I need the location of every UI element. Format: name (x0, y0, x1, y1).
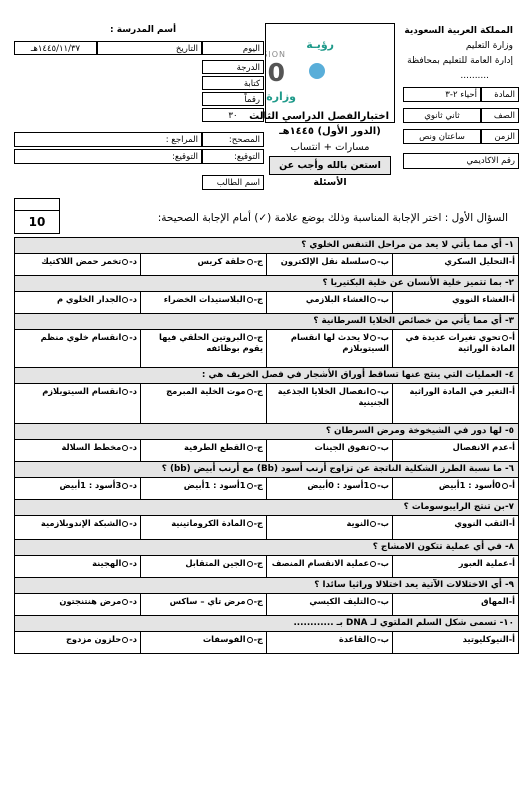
ministry-label: وزارة التعليم (465, 41, 513, 51)
option-b[interactable]: ب-التليف الكيسي (266, 594, 392, 615)
radio-circle-icon (247, 259, 253, 265)
question-text: ٤- العمليات التي ينتج عنها تساقط أوراق الأشجار في فصل الخريف هي : (15, 368, 518, 384)
help-box: استعن بالله وأجب عن الأسئلة (269, 156, 391, 175)
radio-circle-icon (370, 259, 376, 265)
question-text: ٢- بما تتميز خلية الأنسان عن خلية البكتيريا ؟ (15, 276, 518, 292)
question-5 (14, 423, 519, 461)
radio-circle-icon (122, 335, 128, 341)
signature-field-2[interactable] (14, 149, 202, 164)
question-text: ٥- لها دور في الشيخوخة ومرض السرطان ؟ (15, 424, 518, 440)
option-a[interactable]: أ-المهاق (392, 594, 518, 615)
option-a[interactable]: أ-الغشاء النووي (392, 292, 518, 313)
student-name-field[interactable] (202, 175, 264, 190)
radio-circle-icon (122, 297, 128, 303)
grade-score-label: الدرجة (202, 60, 264, 74)
kingdom-label: المملكة العربية السعودية (404, 26, 513, 36)
question-1 (14, 237, 519, 275)
question-4 (14, 367, 519, 423)
total-score: ٣٠ (202, 108, 264, 122)
radio-circle-icon (502, 335, 508, 341)
writing-label: كتابة (202, 76, 264, 90)
option-d[interactable]: د-انقسام السيتوبلازم (42, 386, 137, 396)
option-d[interactable]: د-مخطط السلالة (61, 442, 137, 452)
question-3 (14, 313, 519, 367)
number-label: رقماً (202, 92, 264, 106)
option-d[interactable]: د-الجدار الخلوي م (56, 294, 137, 304)
question-text: ٧-بن تنتج الرايبوسومات ؟ (15, 500, 518, 516)
radio-circle-icon (370, 561, 376, 567)
radio-circle-icon (122, 259, 128, 265)
question-10 (14, 615, 519, 654)
radio-circle-icon (370, 483, 376, 489)
section-score: 10 (14, 210, 60, 234)
student-name-label: اسم الطالب (216, 178, 260, 188)
radio-circle-icon (370, 599, 376, 605)
radio-circle-icon (370, 521, 376, 527)
option-a[interactable]: أ-0أسود : 1أبيض (392, 478, 518, 499)
time-value: ساعتان ونص (403, 129, 481, 144)
signature-field-1[interactable] (202, 149, 264, 164)
exam-header (14, 23, 519, 193)
academic-id-field[interactable] (403, 153, 519, 169)
option-b[interactable]: ب-سلسلة نقل الإلكترون (266, 254, 392, 275)
option-c[interactable]: ج-القطع الطرفية (140, 440, 266, 461)
option-d[interactable]: د-3أسود : 1أبيض (59, 480, 137, 490)
question-text: ١- أي مما يأتي لا يعد من مراحل التنفس الخلوي ؟ (15, 238, 518, 254)
svg-text:وزارة التعليم: وزارة (266, 90, 296, 103)
option-b[interactable]: ب-لا يحدث لها انقسام السيتوبلازم (266, 330, 392, 367)
option-a[interactable]: أ-تحوي تغيرات عديدة في المادة الوراثية (392, 330, 518, 367)
option-d[interactable]: د-حلزون مزدوج (65, 634, 137, 644)
option-b[interactable]: ب-الغشاء البلازمي (266, 292, 392, 313)
radio-circle-icon (122, 521, 128, 527)
question-text: ٣- أي مما يأتي من خصائص الخلايا السرطانية ؟ (15, 314, 518, 330)
option-d[interactable]: د-تخمر حمض اللاكتيك (41, 256, 137, 266)
radio-circle-icon (247, 483, 253, 489)
radio-circle-icon (122, 389, 128, 395)
time-label: الزمن (481, 129, 519, 144)
academic-id-label: رقم الاكاديمي (466, 156, 515, 166)
option-a[interactable]: أ-التغير في المادة الوراثية (392, 384, 518, 423)
option-c[interactable]: ج-الفوسفات (140, 632, 266, 653)
directorate-label: إدارة العامة للتعليم بمحافظة (407, 56, 513, 66)
option-c[interactable]: ج-الجين المتقابل (140, 556, 266, 577)
date-label: التاريخ (175, 44, 198, 54)
option-a[interactable]: أ-التحليل السكري (392, 254, 518, 275)
option-b[interactable]: ب-1أسود : 0أبيض (266, 478, 392, 499)
radio-circle-icon (370, 389, 376, 395)
radio-circle-icon (247, 297, 253, 303)
option-a[interactable]: أ-عدم الانفصال (392, 440, 518, 461)
radio-circle-icon (247, 599, 253, 605)
section-title: السؤال الأول : اختر الإجابة المناسبة وذلك بوضع علامة (✓) أمام الإجابة الصحيحة: (157, 212, 508, 224)
option-a[interactable]: أ-النيوكليوتيد (392, 632, 518, 653)
subject-label: المادة (481, 87, 519, 102)
option-d[interactable]: د-الهجينة (92, 558, 137, 568)
option-a[interactable]: أ-عملية العبور (392, 556, 518, 577)
signature-label-2: التوقيع: (172, 152, 198, 162)
grade-label: الصف (481, 108, 519, 123)
radio-circle-icon (122, 637, 128, 643)
option-b[interactable]: ب-القاعدة (266, 632, 392, 653)
signature-label-1: التوقيع: (234, 152, 260, 162)
question-8 (14, 539, 519, 577)
radio-circle-icon (247, 445, 253, 451)
option-b[interactable]: ب-انفصال الخلايا الجذعية الجنينية (266, 384, 392, 423)
radio-circle-icon (370, 297, 376, 303)
radio-circle-icon (502, 483, 508, 489)
option-c[interactable]: ج-البلاستيدات الخضراء (140, 292, 266, 313)
option-c[interactable]: ج-حلقة كربس (140, 254, 266, 275)
directorate-dots: .......... (460, 71, 489, 81)
exam-title-2: (الدور الأول) ١٤٤٥هـ (279, 126, 381, 137)
radio-circle-icon (247, 521, 253, 527)
radio-circle-icon (247, 389, 253, 395)
option-c[interactable]: ج-موت الخلية المبرمج (140, 384, 266, 423)
option-d[interactable]: د-الشبكة الإندوبلازمية (40, 518, 137, 528)
option-c[interactable]: ج-المادة الكروماتينية (140, 516, 266, 539)
option-c[interactable]: ج-البروتين الحلقي فيها يقوم بوظائفه (140, 330, 266, 367)
svg-text:رؤيـة: رؤيـة (306, 38, 334, 51)
option-d[interactable]: د-مرض هنتنجتون (59, 596, 137, 606)
radio-circle-icon (122, 599, 128, 605)
radio-circle-icon (247, 561, 253, 567)
radio-circle-icon (370, 445, 376, 451)
question-text: ٦- ما نسبة الطرز الشكلية الناتجة عن تزاوج أرنب أسود (Bb) مع أرنب أبيض (bb) ؟ (15, 462, 518, 478)
question-7 (14, 499, 519, 539)
question-text: ٨- في أي عملية تتكون الامشاج ؟ (15, 540, 518, 556)
reviewer-field[interactable] (14, 132, 202, 147)
question-2 (14, 275, 519, 313)
question-text: ١٠- تسمى شكل السلم الملتوي لـ DNA بـ ............ (15, 616, 518, 632)
corrector-label: المصحح: (202, 132, 264, 147)
option-c[interactable]: ج-مرض تاي – ساكس (140, 594, 266, 615)
reviewer-label: المراجع : (165, 135, 198, 145)
option-c[interactable]: ج-1أسود : 1أبيض (140, 478, 266, 499)
radio-circle-icon (122, 483, 128, 489)
radio-circle-icon (370, 637, 376, 643)
score-box-top (14, 198, 60, 210)
radio-circle-icon (122, 445, 128, 451)
school-label: أسم المدرسة : (110, 25, 177, 35)
date-value: ١٤٤٥/١١/٣٧هـ (14, 41, 97, 55)
option-d[interactable]: د-انقسام خلوي منظم (40, 332, 137, 342)
questions-table (14, 237, 519, 654)
radio-circle-icon (122, 561, 128, 567)
option-b[interactable]: ب-تفوق الجينات (266, 440, 392, 461)
option-b[interactable]: ب-النوية (266, 516, 392, 539)
radio-circle-icon (370, 335, 376, 341)
question-text: ٩- أي الاختلالات الآتية يعد اختلالا وراثيا سائدا ؟ (15, 578, 518, 594)
option-b[interactable]: ب-عملية الانقسام المنصف (266, 556, 392, 577)
radio-circle-icon (247, 335, 253, 341)
exam-title-1: اختبارالفصل الدراسي الثالث (249, 111, 389, 122)
svg-text:VISION: ION (268, 50, 286, 59)
day-field[interactable] (97, 41, 202, 55)
radio-circle-icon (247, 637, 253, 643)
question-6 (14, 461, 519, 499)
question-9 (14, 577, 519, 615)
option-a[interactable]: أ-الثقب النووي (392, 516, 518, 539)
grade-value: ثاني ثانوي (403, 108, 481, 123)
svg-text:2030: 0 (267, 58, 286, 87)
exam-title-3: مسارات + انتساب (290, 142, 370, 153)
day-label: اليوم (202, 41, 264, 55)
subject-value: أحياء ٢-٣ (403, 87, 481, 102)
